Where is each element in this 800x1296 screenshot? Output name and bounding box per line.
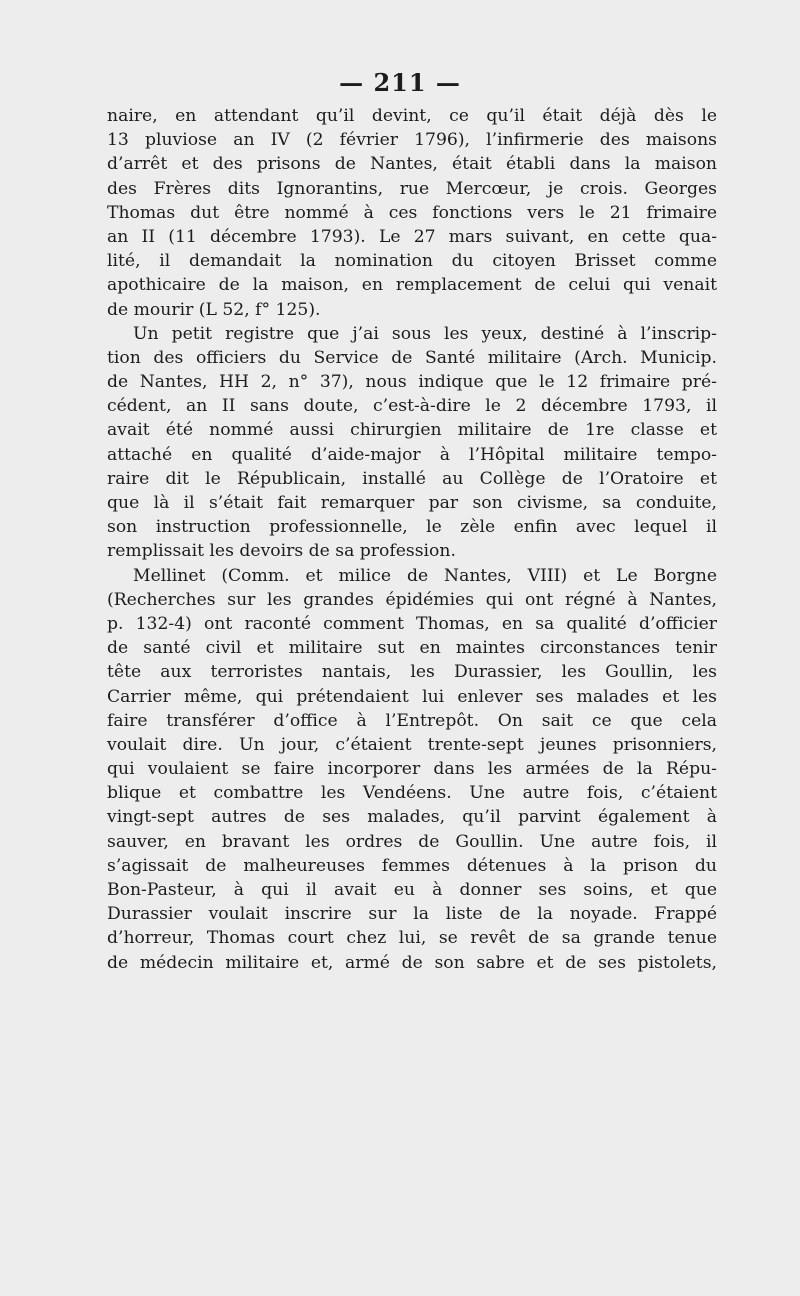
- text-line: Bon-Pasteur, à qui il avait eu à donner ses soins, et que: [107, 880, 717, 900]
- text-line: des Frères dits Ignorantins, rue Mercœur, je crois. Georges: [107, 178, 717, 199]
- text-line: cédent, an II sans doute, c’est-à-dire le 2 décembre 1793, il: [107, 396, 717, 417]
- text-line: de santé civil et militaire sut en maintes circonstances tenir: [107, 638, 717, 659]
- text-line: voulait dire. Un jour, c’étaient trente-sept jeunes prisonniers,: [107, 734, 717, 755]
- text-line: apothicaire de la maison, en remplacement de celui qui venait: [107, 275, 717, 296]
- text-line: qui voulaient se faire incorporer dans les armées de la Répu-: [107, 759, 717, 780]
- text-line: avait été nommé aussi chirurgien militaire de 1re classe et: [107, 420, 717, 441]
- text-line: (Recherches sur les grandes épidémies qui ont régné à Nantes,: [107, 589, 717, 610]
- text-line: vingt-sept autres de ses malades, qu’il parvint également à: [107, 807, 717, 828]
- text-line: d’horreur, Thomas court chez lui, se revêt de sa grande tenue: [107, 928, 717, 949]
- text-line: attaché en qualité d’aide-major à l’Hôpital militaire tempo-: [107, 444, 717, 465]
- text-line: tion des officiers du Service de Santé militaire (Arch. Municip.: [107, 347, 717, 368]
- text-line: Durassier voulait inscrire sur la liste de la noyade. Frappé: [107, 904, 717, 925]
- text-line: faire transférer d’office à l’Entrepôt. On sait ce que cela: [107, 710, 717, 731]
- text-line: de mourir (L 52, f° 125).: [107, 299, 321, 320]
- text-line: que là il s’était fait remarquer par son civisme, sa conduite,: [107, 493, 717, 513]
- text-line: remplissait les devoirs de sa profession.: [107, 541, 456, 562]
- text-line: Carrier même, qui prétendaient lui enlever ses malades et les: [107, 686, 717, 707]
- text-line: lité, il demandait la nomination du citoyen Brisset comme: [107, 251, 717, 272]
- text-line: 13 pluviose an IV (2 février 1796), l’infirmerie des maisons: [107, 130, 717, 151]
- text-line: d’arrêt et des prisons de Nantes, était établi dans la maison: [107, 154, 717, 175]
- text-line: p. 132-4) ont raconté comment Thomas, en sa qualité d’officier: [107, 613, 717, 634]
- text-line: sauver, en bravant les ordres de Goullin. Une autre fois, il: [107, 831, 717, 852]
- text-line: s’agissait de malheureuses femmes détenues à la prison du: [107, 855, 717, 876]
- text-line: raire dit le Républicain, installé au Collège de l’Oratoire et: [107, 468, 717, 489]
- text-line: son instruction professionnelle, le zèle enfin avec lequel il: [107, 517, 717, 538]
- text-line: Mellinet (Comm. et milice de Nantes, VIII) et Le Borgne: [133, 565, 717, 586]
- page-number: — 211 —: [339, 68, 461, 97]
- text-line: blique et combattre les Vendéens. Une autre fois, c’étaient: [107, 783, 717, 804]
- text-line: an II (11 décembre 1793). Le 27 mars suivant, en cette qua-: [107, 226, 717, 247]
- text-line: Un petit registre que j’ai sous les yeux, destiné à l’inscrip-: [133, 323, 717, 344]
- text-line: de Nantes, HH 2, n° 37), nous indique que le 12 frimaire pré-: [107, 372, 717, 393]
- body-text: [107, 104, 717, 975]
- text-line: Thomas dut être nommé à ces fonctions vers le 21 frimaire: [107, 202, 717, 223]
- text-line: de médecin militaire et, armé de son sabre et de ses pistolets,: [107, 952, 717, 973]
- text-line: tête aux terroristes nantais, les Durassier, les Goullin, les: [107, 662, 717, 683]
- text-line: naire, en attendant qu’il devint, ce qu’il était déjà dès le: [107, 106, 717, 126]
